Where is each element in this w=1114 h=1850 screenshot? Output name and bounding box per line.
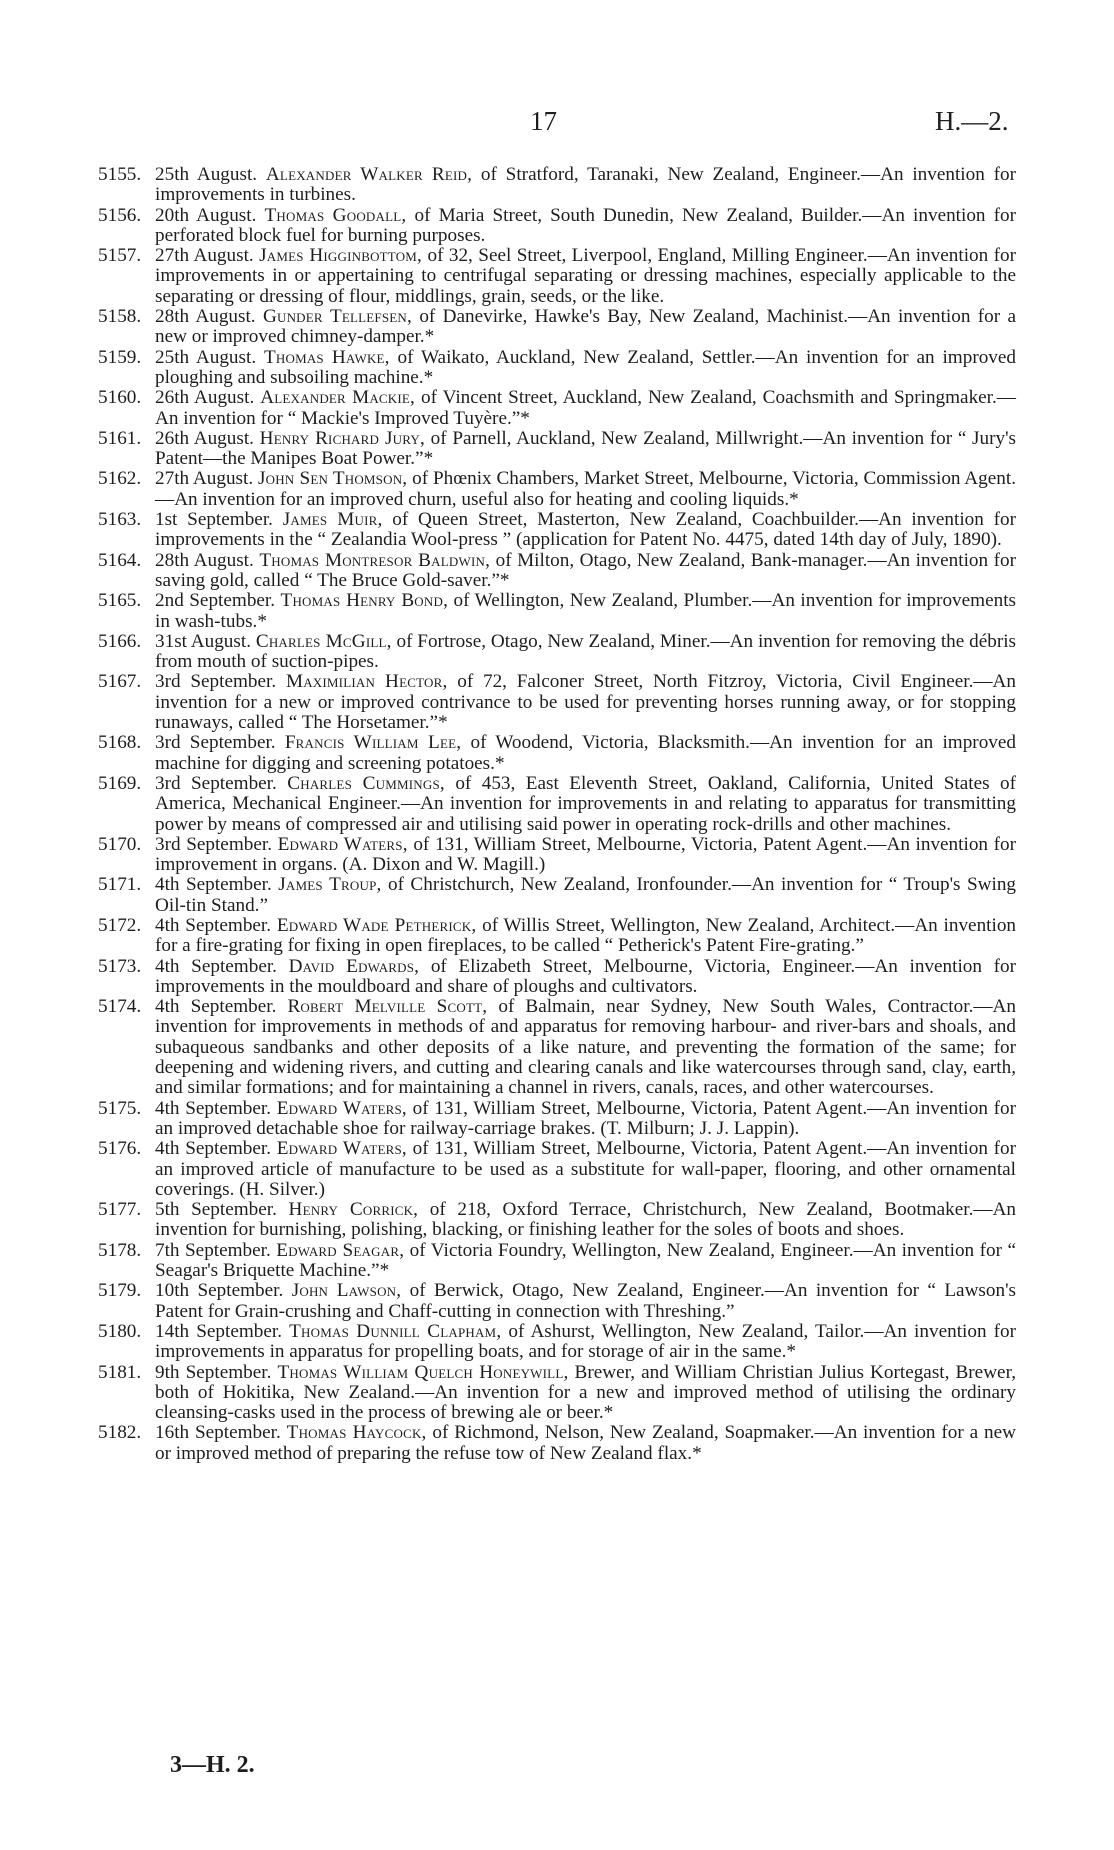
entry-date: 3rd September.	[155, 671, 277, 693]
applicant-name: James Troup,	[278, 874, 382, 896]
entry-description: of Wellington, New Zealand, Plumber.—An invention for improvements in wash-tubs.*	[155, 590, 1016, 632]
entry-number: 5158.	[98, 306, 142, 328]
sheet-signature: 3—H. 2.	[170, 1752, 255, 1778]
patent-entry	[98, 997, 1016, 1098]
entry-number: 5175.	[98, 1097, 142, 1119]
entry-date: 4th September.	[155, 955, 277, 977]
entry-description: of 32, Seel Street, Liverpool, England, Milling Engineer.—An invention for improvements in or appertaining to centrifugal separating or dressing machines, especially applicable to the separating or dressing of flour, middlings, grain, seeds, or the like.	[155, 245, 1017, 307]
patent-entry	[98, 510, 1016, 551]
patent-entries-list	[98, 165, 1016, 1464]
entry-description: of Maria Street, South Dunedin, New Zealand, Builder.—An invention for perforated block fuel for burning purposes.	[155, 204, 1016, 246]
patent-entry	[98, 1139, 1016, 1200]
entry-date: 4th September.	[155, 874, 272, 896]
entry-description: of Victoria Foundry, Wellington, New Zealand, Engineer.—An invention for “ Seagar's Briquette Machine.”*	[155, 1239, 1017, 1282]
entry-description: of 453, East Eleventh Street, Oakland, California, United States of America, Mechanical Engineer.—An invention for improvements in and relating to apparatus for transmitting power by means of compressed air and utilising said power in operating rock-drills and other machines.	[155, 772, 1016, 835]
patent-entry	[98, 1281, 1016, 1322]
entry-number: 5161.	[98, 427, 142, 449]
patent-entry	[98, 469, 1016, 510]
entry-date: 4th September.	[155, 1097, 272, 1119]
entry-description: of 131, William Street, Melbourne, Victoria, Patent Agent.—An invention for an improved detachable shoe for railway-carriage brakes. (T. Milburn; J. J. Lappin).	[155, 1097, 1016, 1139]
patent-entry	[98, 632, 1016, 673]
applicant-name: David Edwards,	[288, 955, 420, 977]
entry-number: 5165.	[98, 590, 142, 612]
entry-number: 5173.	[98, 955, 142, 977]
entry-number: 5180.	[98, 1320, 142, 1342]
applicant-name: Thomas Dunnill Clapham,	[289, 1320, 502, 1342]
entry-number: 5169.	[98, 772, 142, 794]
entry-description: of Elizabeth Street, Melbourne, Victoria, Engineer.—An invention for improvements in the mouldboard and share of ploughs and cultivators.	[155, 955, 1017, 997]
applicant-name: Thomas Haycock,	[286, 1422, 427, 1444]
entry-date: 27th August.	[155, 468, 254, 490]
applicant-name: John Sen Thomson,	[258, 468, 408, 490]
patent-entry	[98, 246, 1016, 307]
entry-number: 5172.	[98, 914, 142, 936]
patent-entry	[98, 165, 1016, 206]
patent-entry	[98, 835, 1016, 876]
entry-number: 5168.	[98, 732, 142, 754]
entry-date: 28th August.	[155, 549, 254, 571]
entry-date: 9th September.	[155, 1361, 272, 1383]
entry-date: 27th August.	[155, 245, 254, 267]
entry-number: 5166.	[98, 630, 142, 652]
patent-entry	[98, 429, 1016, 470]
applicant-name: Maximilian Hector,	[285, 671, 448, 693]
entry-description: of Woodend, Victoria, Blacksmith.—An invention for an improved machine for digging and screening potatoes.*	[155, 732, 1016, 774]
entry-date: 3rd September.	[155, 732, 276, 754]
entry-number: 5170.	[98, 833, 142, 855]
patent-entry	[98, 591, 1016, 632]
applicant-name: Edward Seagar,	[276, 1239, 405, 1261]
entry-date: 25th August.	[155, 164, 258, 185]
patent-entry	[98, 875, 1016, 916]
patent-entry	[98, 348, 1016, 389]
entry-date: 31st August.	[155, 630, 251, 652]
applicant-name: James Muir,	[282, 509, 383, 531]
entry-date: 4th September.	[155, 996, 277, 1018]
patent-entry	[98, 1241, 1016, 1282]
document-code: H.—2.	[935, 106, 1009, 136]
entry-date: 3rd September.	[155, 833, 272, 855]
entry-description: of Ashurst, Wellington, New Zealand, Tailor.—An invention for improvements in apparatus for propelling boats, and for storage of air in the same.*	[155, 1320, 1017, 1363]
entry-number: 5181.	[98, 1361, 142, 1383]
entry-description: of Queen Street, Masterton, New Zealand, Coachbuilder.—An invention for improvements in the “ Zealandia Wool-press ” (application for Patent No. 4475, dated 14th day of July, 1890).	[155, 509, 1016, 551]
applicant-name: Thomas Montresor Baldwin,	[259, 549, 491, 571]
applicant-name: Thomas Henry Bond,	[280, 590, 449, 612]
entry-date: 28th August.	[155, 306, 256, 328]
entry-date: 2nd September.	[155, 590, 276, 612]
entry-number: 5167.	[98, 671, 142, 693]
entry-date: 25th August.	[155, 346, 257, 368]
entry-date: 4th September.	[155, 914, 272, 936]
entry-number: 5162.	[98, 468, 142, 490]
entry-date: 26th August.	[155, 387, 255, 409]
applicant-name: Charles Cummings,	[287, 772, 445, 794]
entry-number: 5157.	[98, 245, 142, 267]
patent-entry	[98, 388, 1016, 429]
entry-number: 5163.	[98, 509, 142, 531]
patent-entry	[98, 1423, 1016, 1464]
applicant-name: Robert Melville Scott,	[287, 996, 488, 1018]
applicant-name: Thomas William Quelch Honeywill,	[277, 1361, 569, 1383]
applicant-name: Edward Waters,	[277, 833, 408, 855]
entry-description: of Parnell, Auckland, New Zealand, Millwright.—An invention for “ Jury's Patent—the Manipes Boat Power.”*	[155, 427, 1016, 470]
entry-date: 7th September.	[155, 1239, 271, 1261]
patent-entry	[98, 307, 1016, 348]
entry-description: of Christchurch, New Zealand, Ironfounder.—An invention for “ Troup's Swing Oil-tin Stand.”	[155, 874, 1017, 916]
entry-date: 1st September.	[155, 509, 273, 531]
entry-date: 10th September.	[155, 1280, 284, 1302]
entry-date: 3rd September.	[155, 772, 277, 794]
entry-date: 20th August.	[155, 204, 257, 226]
applicant-name: Henry Richard Jury,	[259, 427, 425, 449]
entry-number: 5156.	[98, 204, 142, 226]
patent-entry	[98, 1322, 1016, 1363]
entry-description: of Waikato, Auckland, New Zealand, Settler.—An invention for an improved ploughing and subsoiling machine.*	[155, 346, 1017, 388]
entry-number: 5174.	[98, 996, 142, 1018]
entry-number: 5159.	[98, 346, 142, 368]
entry-description: of Phœnix Chambers, Market Street, Melbourne, Victoria, Commission Agent.—An invention for an improved churn, useful also for heating and cooling liquids.*	[155, 468, 1016, 510]
entry-description: of Milton, Otago, New Zealand, Bank-manager.—An invention for saving gold, called “ The Bruce Gold-saver.”*	[155, 549, 1016, 591]
entry-number: 5177.	[98, 1199, 142, 1221]
entry-date: 26th August.	[155, 427, 254, 449]
applicant-name: Francis William Lee,	[284, 732, 462, 754]
entry-description: of 218, Oxford Terrace, Christchurch, New Zealand, Bootmaker.—An invention for burnishing, polishing, blacking, or finishing leather for the soles of boots and shoes.	[155, 1199, 1017, 1241]
patent-entry	[98, 1363, 1016, 1424]
applicant-name: Alexander Walker Reid,	[265, 164, 473, 185]
applicant-name: Alexander Mackie,	[260, 387, 416, 409]
page-header	[0, 106, 1114, 140]
patent-entry	[98, 551, 1016, 592]
entry-description: of 72, Falconer Street, North Fitzroy, Victoria, Civil Engineer.—An invention for a new or improved contrivance to be used for preventing horses running away, or for stopping runaways, called “ The Horsetamer.”*	[155, 671, 1017, 734]
applicant-name: John Lawson,	[291, 1280, 402, 1302]
applicant-name: Edward Wade Petherick,	[276, 914, 477, 936]
applicant-name: Edward Waters,	[276, 1097, 407, 1119]
entry-description: of Danevirke, Hawke's Bay, New Zealand, Machinist.—An invention for a new or improved chimney-damper.*	[155, 306, 1016, 348]
patent-entry	[98, 1200, 1016, 1241]
applicant-name: Edward Waters,	[276, 1138, 407, 1160]
entry-number: 5164.	[98, 549, 142, 571]
entry-description: of Balmain, near Sydney, New South Wales, Contractor.—An invention for improvements in methods of and apparatus for removing harbour- and river-bars and shoals, and subaqueous sandbanks and other deposits of a like nature, and preventing the formation of the same; for deepening and widening rivers, and cutting and clearing canals and like watercourses through sand, clay, earth, and similar formations; and for maintaining a channel in rivers, canals, races, and other watercourses.	[155, 996, 1017, 1099]
entry-description: of Fortrose, Otago, New Zealand, Miner.—An invention for removing the débris from mouth of suction-pipes.	[155, 630, 1017, 673]
entry-date: 14th September.	[155, 1320, 283, 1342]
entry-description: of Willis Street, Wellington, New Zealand, Architect.—An invention for a fire-grating for fixing in open fireplaces, to be called “ Petherick's Patent Fire-grating.”	[155, 914, 1017, 957]
entry-date: 5th September.	[155, 1199, 277, 1221]
applicant-name: Charles McGill,	[255, 630, 392, 652]
entry-number: 5178.	[98, 1239, 142, 1261]
entry-description: of 131, William Street, Melbourne, Victoria, Patent Agent.—An invention for an improved article of manufacture to be used as a substitute for wall-paper, flooring, and other ornamental coverings. (H. Silver.)	[155, 1138, 1016, 1200]
entry-number: 5176.	[98, 1138, 142, 1160]
entry-number: 5179.	[98, 1280, 142, 1302]
patent-entry	[98, 206, 1016, 247]
patent-entry	[98, 774, 1016, 835]
patent-entry	[98, 1099, 1016, 1140]
entry-number: 5160.	[98, 387, 142, 409]
entry-date: 4th September.	[155, 1138, 272, 1160]
entry-description: of 131, William Street, Melbourne, Victoria, Patent Agent.—An invention for improvement in organs. (A. Dixon and W. Magill.)	[155, 833, 1016, 876]
applicant-name: Gunder Tellefsen,	[262, 306, 413, 328]
entry-description: of Vincent Street, Auckland, New Zealand, Coachsmith and Springmaker.—An invention for “ Mackie's Improved Tuyère.”*	[155, 387, 1016, 429]
patent-entry	[98, 672, 1016, 733]
entry-description: of Berwick, Otago, New Zealand, Engineer.—An invention for “ Lawson's Patent for Grain-crushing and Chaff-cutting in connection with Threshing.”	[155, 1280, 1017, 1322]
patent-entry	[98, 957, 1016, 998]
applicant-name: James Higginbottom,	[259, 245, 423, 267]
entry-number: 5171.	[98, 874, 142, 896]
applicant-name: Thomas Goodall,	[264, 204, 407, 226]
entry-number: 5182.	[98, 1422, 142, 1444]
patent-entry	[98, 733, 1016, 774]
entry-description: of Richmond, Nelson, New Zealand, Soapmaker.—An invention for a new or improved method of preparing the refuse tow of New Zealand flax.*	[155, 1422, 1016, 1464]
entry-date: 16th September.	[155, 1422, 281, 1444]
entry-description: Brewer, and William Christian Julius Kortegast, Brewer, both of Hokitika, New Zealand.—An invention for a new and improved method of utilising the ordinary cleansing-casks used in the process of brewing ale or beer.*	[155, 1361, 1016, 1424]
entry-description: of Stratford, Taranaki, New Zealand, Engineer.—An invention for improvements in turbines.	[155, 164, 1016, 206]
patent-entry	[98, 916, 1016, 957]
applicant-name: Thomas Hawke,	[263, 346, 390, 368]
page-number: 17	[530, 106, 557, 136]
entry-number: 5155.	[98, 164, 142, 185]
applicant-name: Henry Corrick,	[288, 1199, 419, 1221]
